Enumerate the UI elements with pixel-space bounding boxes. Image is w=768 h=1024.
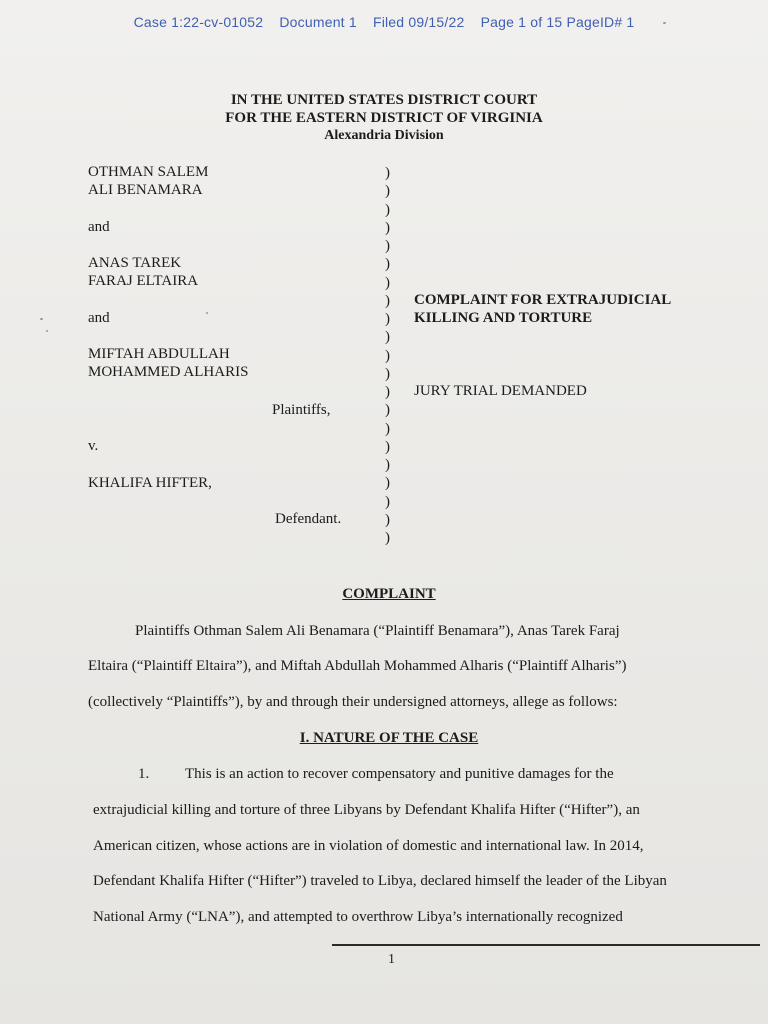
defendant-label: Defendant. xyxy=(275,511,342,527)
court-title-line2: FOR THE EASTERN DISTRICT OF VIRGINIA xyxy=(225,110,543,126)
caption-parenthesis: ) xyxy=(385,384,390,400)
ecf-header xyxy=(0,14,768,30)
complaint-heading: COMPLAINT xyxy=(342,586,436,602)
complaint-title-line1: COMPLAINT FOR EXTRAJUDICIAL xyxy=(414,292,672,308)
filed-date: Filed 09/15/22 xyxy=(372,14,465,30)
caption-parenthesis: ) xyxy=(385,292,390,309)
paragraph1-line4: Defendant Khalifa Hifter (“Hifter”) traveled to Libya, declared himself the leader of the Libyan xyxy=(93,873,667,889)
caption-parenthesis: ) xyxy=(385,438,390,455)
caption-and-2: and xyxy=(88,310,110,326)
plaintiff2-line1: ANAS TAREK xyxy=(88,255,182,271)
paragraph-number: 1. xyxy=(138,766,150,782)
plaintiff1-line1: OTHMAN SALEM xyxy=(88,164,209,180)
caption-parenthesis: ) xyxy=(385,219,390,236)
intro-line1: Plaintiffs Othman Salem Ali Benamara (“Plaintiff Benamara”), Anas Tarek Faraj xyxy=(135,623,620,639)
caption-parenthesis: ) xyxy=(385,475,390,492)
caption-parenthesis: ) xyxy=(385,347,390,364)
caption-parenthesis: ) xyxy=(385,530,390,546)
complaint-title-line2: KILLING AND TORTURE xyxy=(414,310,593,326)
caption-parenthesis-column xyxy=(385,164,397,547)
scan-speck xyxy=(206,312,208,314)
court-division: Alexandria Division xyxy=(324,128,444,143)
paragraph1-line5: National Army (“LNA”), and attempted to overthrow Libya’s internationally recognized xyxy=(93,909,623,925)
versus: v. xyxy=(88,438,99,454)
plaintiffs-label: Plaintiffs, xyxy=(272,402,331,418)
caption-parenthesis: ) xyxy=(385,329,390,346)
page-number: 1 xyxy=(388,952,395,967)
paragraph1-line2: extrajudicial killing and torture of three Libyans by Defendant Khalifa Hifter (“Hifter”), an xyxy=(93,802,640,818)
intro-line3: (collectively “Plaintiffs”), by and through their undersigned attorneys, allege as follows: xyxy=(88,694,618,710)
caption-parenthesis: ) xyxy=(385,402,390,419)
scan-speck xyxy=(40,318,43,320)
caption-parenthesis: ) xyxy=(385,493,390,510)
caption-parenthesis: ) xyxy=(385,201,390,218)
jury-trial-demanded: JURY TRIAL DEMANDED xyxy=(414,383,587,399)
caption-parenthesis: ) xyxy=(385,274,390,291)
caption-parenthesis: ) xyxy=(385,365,390,382)
paragraph1-line1: This is an action to recover compensatory and punitive damages for the xyxy=(185,766,614,782)
scan-speck xyxy=(46,330,48,332)
scan-speck xyxy=(663,22,666,24)
page-id: Page 1 of 15 PageID# 1 xyxy=(480,14,635,30)
case-number: Case 1:22-cv-01052 xyxy=(133,14,264,30)
plaintiff2-line2: FARAJ ELTAIRA xyxy=(88,273,199,289)
caption-and-1: and xyxy=(88,219,110,235)
plaintiff3-line2: MOHAMMED ALHARIS xyxy=(88,364,249,380)
caption-parenthesis: ) xyxy=(385,165,390,181)
document-number: Document 1 xyxy=(279,14,357,30)
intro-line2: Eltaira (“Plaintiff Eltaira”), and Miftah Abdullah Mohammed Alharis (“Plaintiff Alharis”) xyxy=(88,658,627,674)
caption-parenthesis: ) xyxy=(385,420,390,437)
caption-parenthesis: ) xyxy=(385,238,390,254)
paragraph1-line3: American citizen, whose actions are in violation of domestic and international law. In 2014, xyxy=(93,838,644,854)
plaintiff1-line2: ALI BENAMARA xyxy=(88,182,203,198)
caption-parenthesis: ) xyxy=(385,511,390,528)
plaintiff3-line1: MIFTAH ABDULLAH xyxy=(88,346,230,362)
defendant-name: KHALIFA HIFTER, xyxy=(88,475,212,491)
caption-parenthesis: ) xyxy=(385,256,390,273)
caption-parenthesis: ) xyxy=(385,457,390,473)
caption-parenthesis: ) xyxy=(385,183,390,200)
court-title-line1: IN THE UNITED STATES DISTRICT COURT xyxy=(230,92,538,108)
caption-parenthesis: ) xyxy=(385,311,390,327)
section-heading-nature-of-case: I. NATURE OF THE CASE xyxy=(299,730,479,746)
footer-rule xyxy=(332,944,760,946)
